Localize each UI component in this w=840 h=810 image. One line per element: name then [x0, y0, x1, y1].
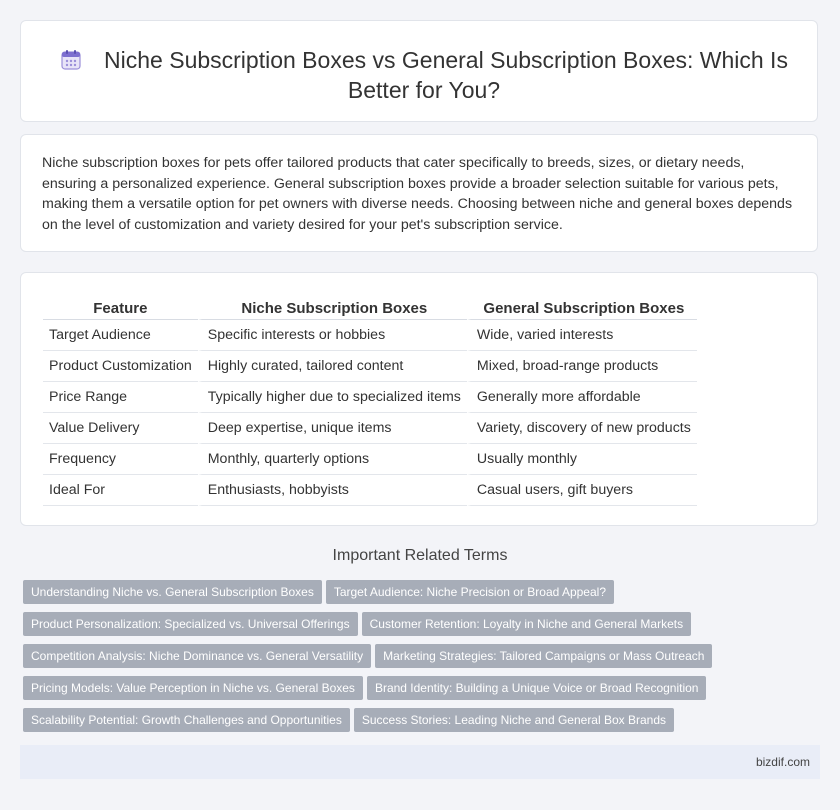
table-row: [43, 382, 697, 413]
tag-row: [23, 612, 823, 644]
table-cell: Specific interests or hobbies: [198, 320, 467, 351]
footer-site-link[interactable]: bizdif.com: [755, 755, 810, 769]
related-term-link[interactable]: Marketing Strategies: Tailored Campaigns or Mass Outreach: [375, 644, 712, 668]
header-niche: Niche Subscription Boxes: [198, 297, 467, 320]
table-cell: Typically higher due to specialized items: [198, 382, 467, 413]
related-term-link[interactable]: Competition Analysis: Niche Dominance vs. General Versatility: [23, 644, 371, 668]
table-cell: Ideal For: [43, 475, 198, 506]
intro-paragraph: Niche subscription boxes for pets offer tailored products that cater specifically to breeds, sizes, or dietary needs, ensuring a personalized experience. General subscription boxes provide a broader selection suitable for various pets, making them a versatile option for pet owners with diverse needs. Choosing between niche and general boxes depends on the level of customization and variety desired for your pet's subscription service.: [42, 155, 793, 233]
table-cell: Wide, varied interests: [467, 320, 697, 351]
related-terms-list: [23, 580, 823, 740]
table-cell: Monthly, quarterly options: [198, 444, 467, 475]
title-wrap: [51, 45, 797, 105]
table-cell: Usually monthly: [467, 444, 697, 475]
title-card: [20, 20, 818, 122]
table-cell: Highly curated, tailored content: [198, 351, 467, 382]
related-term-link[interactable]: Target Audience: Niche Precision or Broad Appeal?: [326, 580, 614, 604]
table-row: [43, 320, 697, 351]
tag-row: [23, 676, 823, 708]
table-cell: Frequency: [43, 444, 198, 475]
table-cell: Enthusiasts, hobbyists: [198, 475, 467, 506]
related-term-link[interactable]: Pricing Models: Value Perception in Niche vs. General Boxes: [23, 676, 363, 700]
page-title: Niche Subscription Boxes vs General Subscription Boxes: Which Is Better for You?: [104, 47, 788, 103]
table-cell: Generally more affordable: [467, 382, 697, 413]
related-term-link[interactable]: Customer Retention: Loyalty in Niche and General Markets: [362, 612, 691, 636]
table-cell: Price Range: [43, 382, 198, 413]
table-row: [43, 444, 697, 475]
table-row: [43, 413, 697, 444]
calendar-icon: [60, 49, 82, 71]
table-cell: Casual users, gift buyers: [467, 475, 697, 506]
tag-row: [23, 644, 823, 676]
related-term-link[interactable]: Success Stories: Leading Niche and General Box Brands: [354, 708, 674, 732]
intro-card: [20, 134, 818, 252]
related-terms-title: Important Related Terms: [332, 547, 508, 564]
table-row: [43, 475, 697, 506]
related-term-link[interactable]: Brand Identity: Building a Unique Voice or Broad Recognition: [367, 676, 707, 700]
tag-row: [23, 580, 823, 612]
table-row: [43, 351, 697, 382]
table-cell: Variety, discovery of new products: [467, 413, 697, 444]
header-general: General Subscription Boxes: [467, 297, 697, 320]
table-cell: Value Delivery: [43, 413, 198, 444]
tag-row: [23, 708, 823, 740]
comparison-card: [20, 272, 818, 526]
table-cell: Product Customization: [43, 351, 198, 382]
comparison-table: [43, 297, 697, 506]
table-header-row: [43, 297, 697, 320]
related-term-link[interactable]: Understanding Niche vs. General Subscription Boxes: [23, 580, 322, 604]
related-term-link[interactable]: Scalability Potential: Growth Challenges and Opportunities: [23, 708, 350, 732]
related-term-link[interactable]: Product Personalization: Specialized vs. Universal Offerings: [23, 612, 358, 636]
table-cell: Mixed, broad-range products: [467, 351, 697, 382]
table-cell: Target Audience: [43, 320, 198, 351]
table-cell: Deep expertise, unique items: [198, 413, 467, 444]
footer: [20, 745, 820, 779]
header-feature: Feature: [43, 297, 198, 320]
